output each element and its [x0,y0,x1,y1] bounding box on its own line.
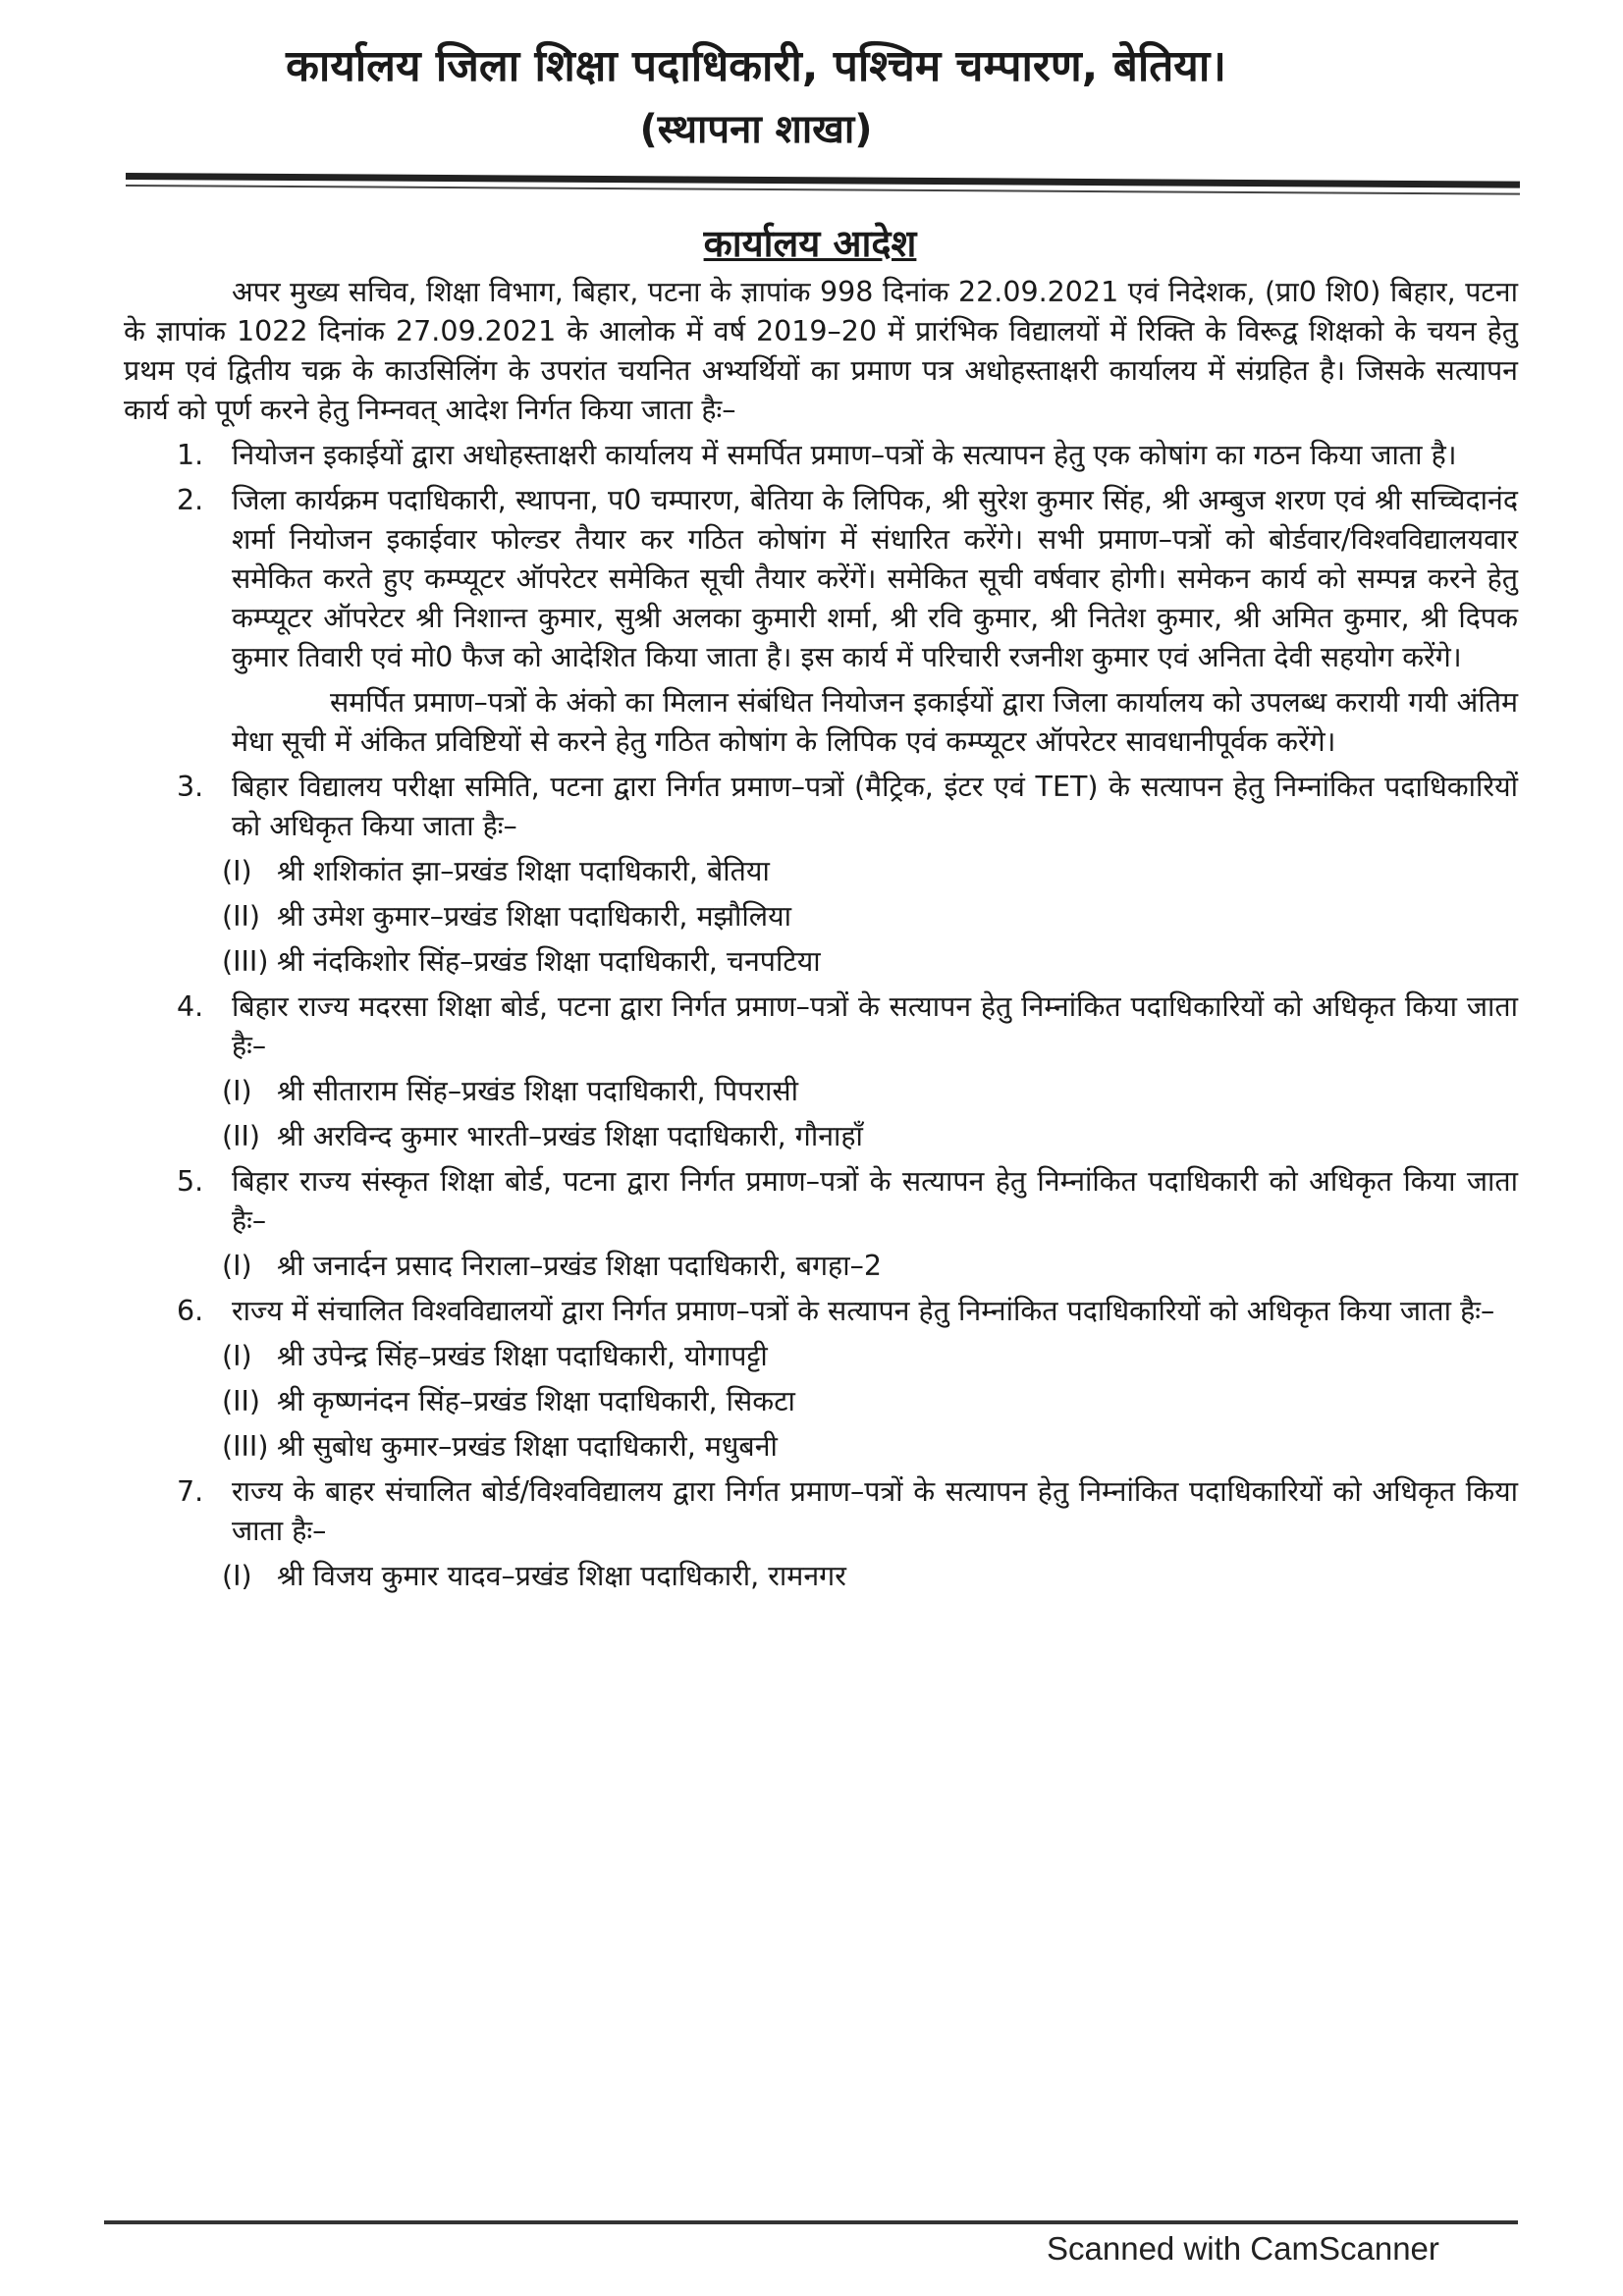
roman-numeral: (III) [222,1430,269,1463]
item-number: 7. [177,1475,204,1508]
officer-entry [124,1382,1518,1421]
officer-name: श्री जनार्दन प्रसाद निराला–प्रखंड शिक्षा पदाधिकारी, बगहा–2 [277,1250,882,1282]
officer-entry [124,897,1518,936]
item-number: 1. [177,439,204,471]
order-heading: कार्यालय आदेश [703,222,917,265]
officer-name: श्री सुबोध कुमार–प्रखंड शिक्षा पदाधिकारी, मधुबनी [277,1430,778,1463]
roman-numeral: (II) [222,900,261,933]
item-number: 6. [177,1295,204,1327]
roman-numeral: (I) [222,1560,252,1592]
officer-name: श्री उमेश कुमार–प्रखंड शिक्षा पदाधिकारी, मझौलिया [277,900,792,933]
officer-entry [124,1072,1518,1111]
item-text: बिहार राज्य मदरसा शिक्षा बोर्ड, पटना द्वारा निर्गत प्रमाण–पत्रों के सत्यापन हेतु निम्नांकित पदाधिकारियों को अधिकृत किया जाता हैः– [232,990,1518,1062]
officer-entry [124,852,1518,891]
item-number: 4. [177,990,204,1023]
order-item-4 [124,988,1518,1066]
officer-name: श्री शशिकांत झा–प्रखंड शिक्षा पदाधिकारी, बेतिया [277,855,770,887]
item-text: राज्य के बाहर संचालित बोर्ड/विश्वविद्यालय द्वारा निर्गत प्रमाण–पत्रों के सत्यापन हेतु निम्नांकित पदाधिकारियों को अधिकृत किया जाता हैः– [232,1475,1518,1547]
item-text: बिहार विद्यालय परीक्षा समिति, पटना द्वारा निर्गत प्रमाण–पत्रों (मैट्रिक, इंटर एवं TET) के सत्यापन हेतु निम्नांकित पदाधिकारियों को अधिकृत किया जाता हैः– [232,771,1518,842]
item-text: नियोजन इकाईयों द्वारा अधोहस्ताक्षरी कार्यालय में समर्पित प्रमाण–पत्रों के सत्यापन हेतु एक कोषांग का गठन किया जाता है। [232,439,1457,471]
footer-rule [104,2220,1518,2224]
order-body [124,273,1518,1602]
roman-numeral: (I) [222,1250,252,1282]
officer-entry [124,1557,1518,1596]
scanner-watermark: Scanned with CamScanner [1047,2230,1439,2267]
section-title: (स्थापना शाखा) [639,107,873,152]
roman-numeral: (II) [222,1385,261,1417]
roman-numeral: (I) [222,1340,252,1372]
officer-name: श्री उपेन्द्र सिंह–प्रखंड शिक्षा पदाधिकारी, योगापट्टी [277,1340,768,1372]
officer-entry [124,1247,1518,1286]
order-item-7 [124,1472,1518,1551]
officer-name: श्री नंदकिशोर सिंह–प्रखंड शिक्षा पदाधिकारी, चनपटिया [277,945,821,978]
roman-numeral: (I) [222,1075,252,1107]
roman-numeral: (I) [222,855,252,887]
item-text: बिहार राज्य संस्कृत शिक्षा बोर्ड, पटना द्वारा निर्गत प्रमाण–पत्रों के सत्यापन हेतु निम्नांकित पदाधिकारी को अधिकृत किया जाता हैः– [232,1165,1518,1237]
officer-entry [124,942,1518,982]
officer-name: श्री कृष्णनंदन सिंह–प्रखंड शिक्षा पदाधिकारी, सिकटा [277,1385,795,1417]
officer-name: श्री अरविन्द कुमार भारती–प्रखंड शिक्षा पदाधिकारी, गौनाहाँ [277,1120,863,1152]
order-item-6 [124,1292,1518,1331]
officer-name: श्री विजय कुमार यादव–प्रखंड शिक्षा पदाधिकारी, रामनगर [277,1560,846,1592]
roman-numeral: (III) [222,945,269,978]
officer-entry [124,1117,1518,1156]
order-item-3 [124,768,1518,846]
item-number: 2. [177,484,204,516]
order-item-2 [124,481,1518,762]
office-title: कार्यालय जिला शिक्षा पदाधिकारी, पश्चिम चम्पारण, बेतिया। [286,41,1226,91]
item-text: जिला कार्यक्रम पदाधिकारी, स्थापना, प0 चम्पारण, बेतिया के लिपिक, श्री सुरेश कुमार सिंह, श्री अम्बुज शरण एवं श्री सच्चिदानंद शर्मा नियोजन इकाईवार फोल्डर तैयार कर गठित कोषांग में संधारित करेंगे। सभी प्रमाण–पत्रों को बोर्डवार/विश्वविद्यालयवार समेकित करते हुए कम्प्यूटर ऑपरेटर समेकित सूची तैयार करेंगें। समेकित सूची वर्षवार होगी। समेकन कार्य को सम्पन्न करने हेतु कम्प्यूटर ऑपरेटर श्री निशान्त कुमार, सुश्री अलका कुमारी शर्मा, श्री रवि कुमार, श्री नितेश कुमार, श्री अमित कुमार, श्री दिपक कुमार तिवारी एवं मो0 फैज को आदेशित किया जाता है। इस कार्य में परिचारी रजनीश कुमार एवं अनिता देवी सहयोग करेंगे। [232,484,1519,673]
order-item-5 [124,1162,1518,1241]
item-text: राज्य में संचालित विश्वविद्यालयों द्वारा निर्गत प्रमाण–पत्रों के सत्यापन हेतु निम्नांकित पदाधिकारियों को अधिकृत किया जाता हैः– [232,1295,1495,1327]
item-text-continuation: समर्पित प्रमाण–पत्रों के अंको का मिलान संबंधित नियोजन इकाईयों द्वारा जिला कार्यालय को उपलब्ध करायी गयी अंतिम मेधा सूची में अंकित प्रविष्टियों से करने हेतु गठित कोषांग के लिपिक एवं कम्प्यूटर ऑपरेटर सावधानीपूर्वक करेंगे। [232,686,1518,758]
item-number: 3. [177,771,204,803]
officer-name: श्री सीताराम सिंह–प्रखंड शिक्षा पदाधिकारी, पिपरासी [277,1075,799,1107]
officer-entry [124,1427,1518,1467]
item-number: 5. [177,1165,204,1198]
order-item-1 [124,436,1518,475]
officer-entry [124,1337,1518,1376]
roman-numeral: (II) [222,1120,261,1152]
intro-paragraph: अपर मुख्य सचिव, शिक्षा विभाग, बिहार, पटना के ज्ञापांक 998 दिनांक 22.09.2021 एवं निदेशक, (प्रा0 शि0) बिहार, पटना के ज्ञापांक 1022 दिनांक 27.09.2021 के आलोक में वर्ष 2019–20 में प्रारंभिक विद्यालयों में रिक्ति के विरूद्व शिक्षको के चयन हेतु प्रथम एवं द्वितीय चक्र के काउसिलिंग के उपरांत चयनित अभ्यर्थियों का प्रमाण पत्र अधोहस्ताक्षरी कार्यालय में संग्रहित है। जिसके सत्यापन कार्य को पूर्ण करने हेतु निम्नवत् आदेश निर्गत किया जाता हैः– [124,276,1518,426]
